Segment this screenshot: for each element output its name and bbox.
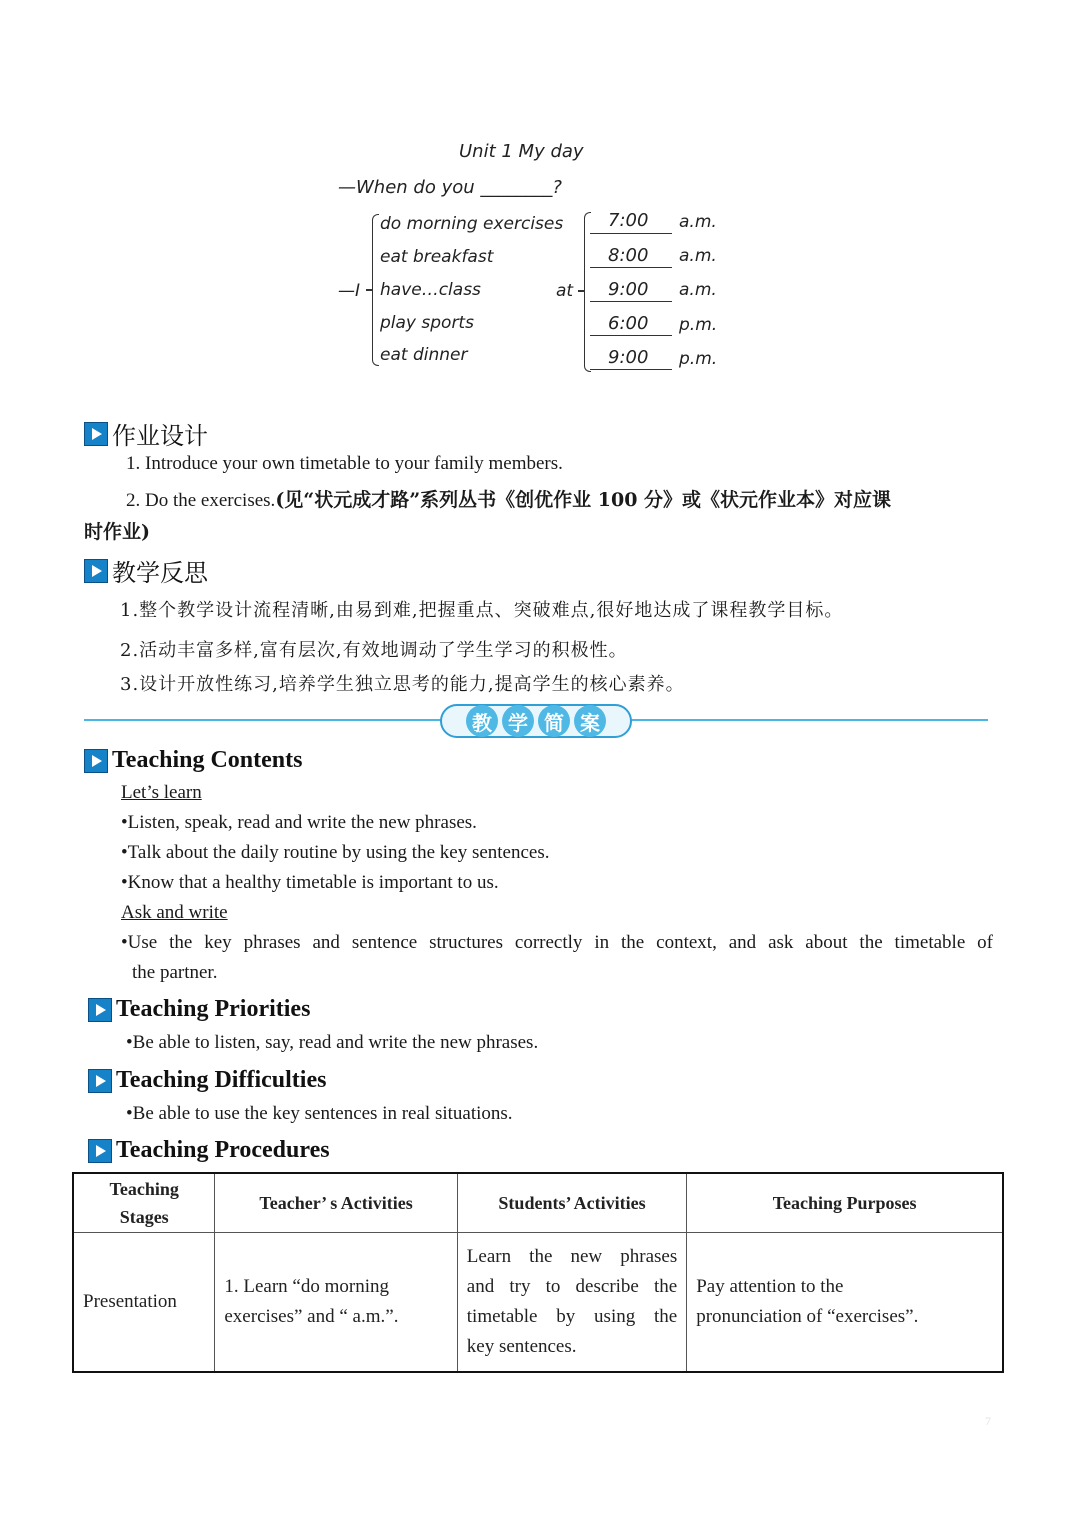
reflection-item: 1.整个教学设计流程清晰,由易到难,把握重点、突破难点,很好地达成了课程教学目标。: [120, 600, 844, 621]
reflection-heading: [84, 553, 208, 588]
play-icon: [84, 559, 108, 583]
homework-heading: [84, 416, 208, 451]
procedures-heading: [88, 1137, 330, 1164]
play-icon: [88, 1139, 112, 1163]
banner-char: 学: [502, 705, 534, 737]
section-title: Teaching Contents: [112, 747, 303, 773]
banner-char: 案: [574, 705, 606, 737]
list-item: play sports: [380, 313, 474, 333]
banner-char: 教: [466, 705, 498, 737]
stage-cell: Presentation: [73, 1233, 215, 1373]
lets-learn-label: Let’s learn: [121, 782, 202, 803]
lesson-plan-banner: [440, 704, 632, 738]
banner-char: 简: [538, 705, 570, 737]
list-item: eat dinner: [380, 345, 468, 365]
teacher-cell: 1. Learn “do morning exercises” and “ a.m.”.: [215, 1233, 457, 1373]
play-icon: [88, 998, 112, 1022]
right-brace-tip: [578, 290, 585, 292]
procedures-table: [72, 1172, 1004, 1373]
play-icon: [84, 749, 108, 773]
list-item: have…class: [380, 280, 481, 300]
question-line: —When do you ________?: [338, 177, 562, 198]
banner-line-right: [628, 719, 988, 721]
header-students: Students’ Activities: [457, 1173, 686, 1233]
learn-item: •Talk about the daily routine by using the key sentences.: [121, 842, 550, 863]
left-brace-tip: [366, 289, 373, 291]
section-title: Teaching Difficulties: [116, 1067, 327, 1093]
section-title: Teaching Procedures: [116, 1137, 330, 1163]
play-icon: [88, 1069, 112, 1093]
page-number: 7: [985, 1414, 991, 1428]
students-cell: Learn the new phrases and try to describe the timetable by using the key sentences.: [457, 1233, 686, 1373]
section-title: Teaching Priorities: [116, 996, 311, 1022]
purpose-cell: Pay attention to the pronunciation of “exercises”.: [687, 1233, 1003, 1373]
homework-item-2-cont: 时作业): [84, 521, 150, 543]
reflection-item: 3.设计开放性练习,培养学生独立思考的能力,提高学生的核心素养。: [120, 674, 685, 695]
header-teacher: Teacher’ s Activities: [215, 1173, 457, 1233]
homework-item-2: 2. Do the exercises.(见“状元成才路”系列丛书《创优作业 100 分》或《状元作业本》对应课: [126, 489, 892, 511]
table-row: [73, 1233, 1003, 1373]
table-header-row: [73, 1173, 1003, 1233]
homework-item-1: 1. Introduce your own timetable to your family members.: [126, 453, 563, 474]
answer-prefix: —I: [338, 281, 361, 301]
ask-write-label: Ask and write: [121, 902, 228, 923]
learn-item: •Listen, speak, read and write the new phrases.: [121, 812, 477, 833]
reflection-item: 2.活动丰富多样,富有层次,有效地调动了学生学习的积极性。: [120, 640, 628, 661]
right-brace: [584, 212, 591, 372]
teaching-contents-heading: [84, 747, 302, 774]
difficulty-item: •Be able to use the key sentences in real situations.: [126, 1103, 513, 1124]
header-purposes: Teaching Purposes: [687, 1173, 1003, 1233]
at-word: at: [556, 281, 574, 301]
section-title: 教学反思: [112, 559, 208, 587]
priority-item: •Be able to listen, say, read and write the new phrases.: [126, 1032, 539, 1053]
unit-title: Unit 1 My day: [459, 141, 584, 162]
left-brace: [372, 214, 379, 366]
ask-item-cont: the partner.: [132, 962, 218, 983]
header-stages: Teaching Stages: [73, 1173, 215, 1233]
banner-line-left: [84, 719, 444, 721]
learn-item: •Know that a healthy timetable is important to us.: [121, 872, 499, 893]
difficulties-heading: [88, 1067, 326, 1094]
list-item: eat breakfast: [380, 247, 494, 267]
priorities-heading: [88, 996, 310, 1023]
ask-item: •Use the key phrases and sentence structures correctly in the context, and ask about the timetable of: [121, 932, 993, 953]
play-icon: [84, 422, 108, 446]
list-item: do morning exercises: [380, 214, 564, 234]
section-title: 作业设计: [112, 422, 208, 450]
